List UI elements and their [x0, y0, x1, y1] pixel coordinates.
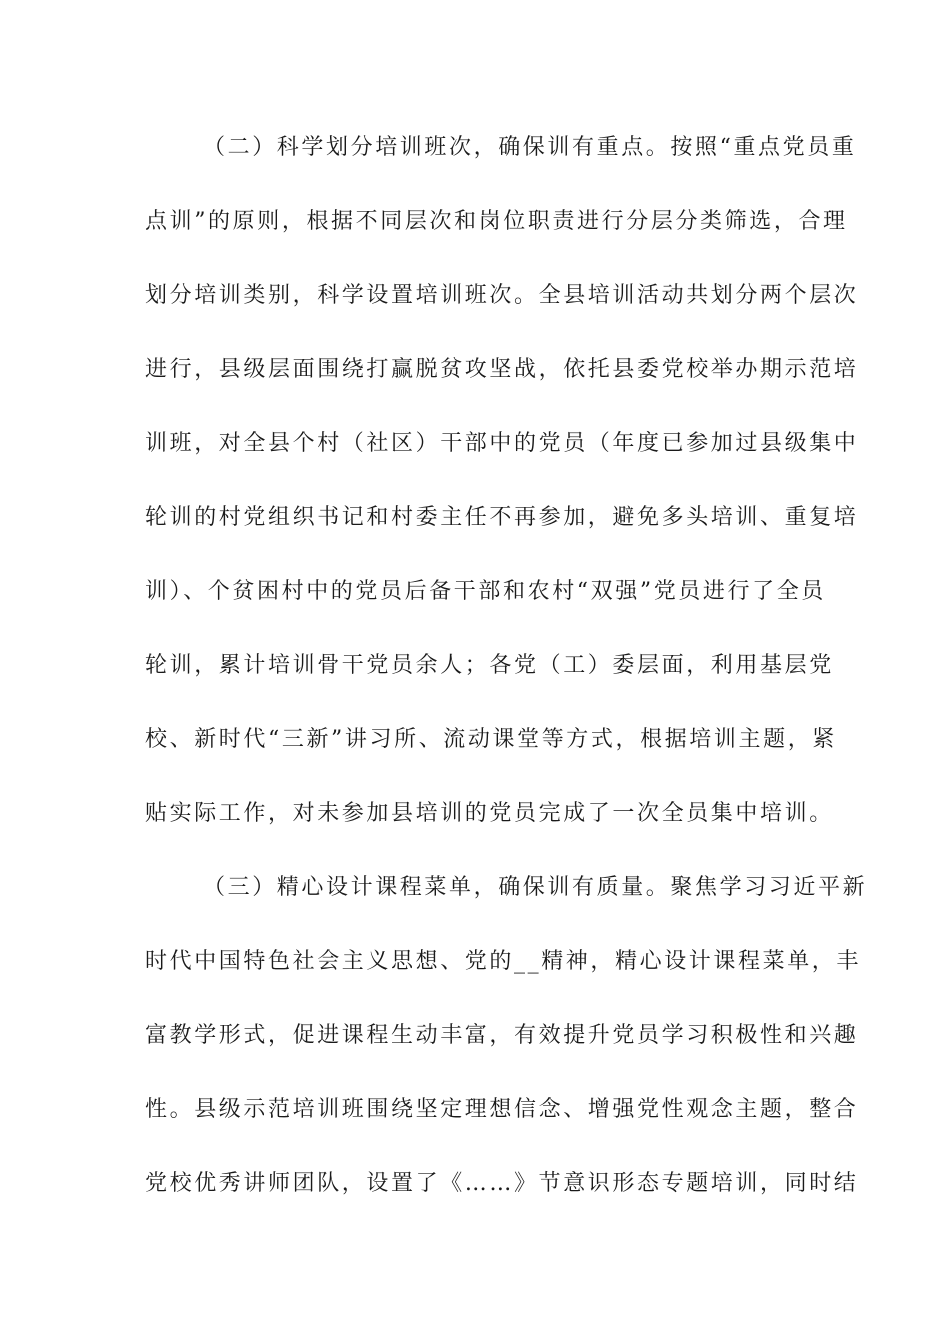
- text-line: 点训”的原则，根据不同层次和岗位职责进行分层分类筛选，合理: [145, 209, 848, 234]
- text-line: 性。县级示范培训班围绕坚定理想信念、增强党性观念主题，整合: [145, 1097, 859, 1122]
- text-line: 训）、个贫困村中的党员后备干部和农村“双强”党员进行了全员: [145, 579, 826, 604]
- text-line: （三）精心设计课程菜单，确保训有质量。聚焦学习习近平新: [203, 875, 868, 900]
- text-line: 训班，对全县个村（社区）干部中的党员（年度已参加过县级集中: [145, 431, 859, 456]
- text-line: 党校优秀讲师团队，设置了《……》节意识形态专题培训，同时结: [145, 1171, 859, 1196]
- text-line: 富教学形式，促进课程生动丰富，有效提升党员学习积极性和兴趣: [145, 1023, 859, 1048]
- text-line: 贴实际工作，对未参加县培训的党员完成了一次全员集中培训。: [145, 801, 834, 826]
- text-line: 进行，县级层面围绕打赢脱贫攻坚战，依托县委党校举办期示范培: [145, 357, 859, 382]
- text-line: （二）科学划分培训班次，确保训有重点。按照“重点党员重: [203, 135, 857, 160]
- text-line: 轮训，累计培训骨干党员余人；各党（工）委层面，利用基层党: [145, 653, 834, 678]
- text-line: 校、新时代“三新”讲习所、流动课堂等方式，根据培训主题，紧: [145, 727, 837, 752]
- text-line: 划分培训类别，科学设置培训班次。全县培训活动共划分两个层次: [145, 283, 859, 308]
- text-line: 轮训的村党组织书记和村委主任不再参加，避免多头培训、重复培: [145, 505, 859, 530]
- text-line: 时代中国特色社会主义思想、党的__精神，精心设计课程菜单，丰: [145, 949, 862, 974]
